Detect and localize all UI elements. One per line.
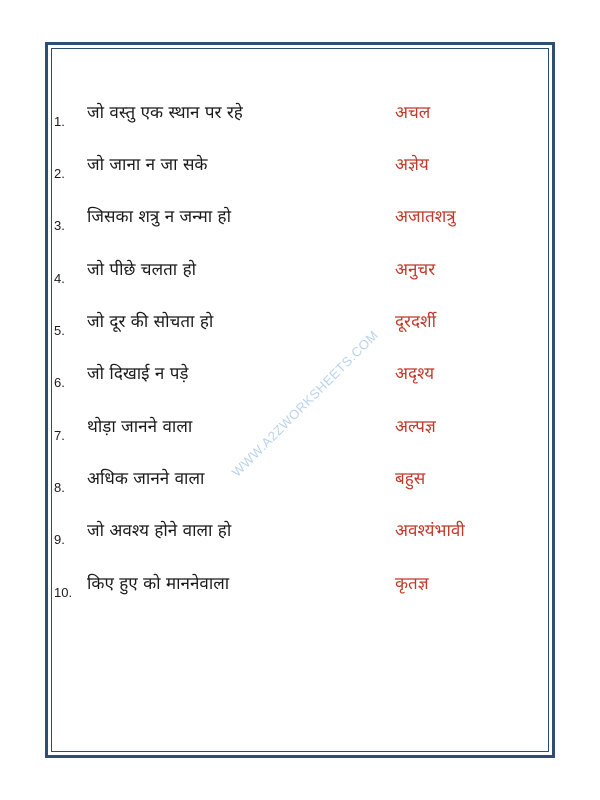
item-phrase: जिसका शत्रु न जन्मा हो bbox=[87, 207, 231, 227]
item-number: 9. bbox=[54, 532, 65, 547]
item-phrase: जो जाना न जा सके bbox=[87, 155, 208, 175]
item-phrase: थोड़ा जानने वाला bbox=[87, 417, 193, 437]
item-answer: कृतज्ञ bbox=[395, 574, 429, 594]
item-phrase: जो दूर की सोचता हो bbox=[87, 312, 214, 332]
list-item bbox=[0, 361, 600, 401]
item-answer: दूरदर्शी bbox=[395, 312, 436, 332]
list-item bbox=[0, 571, 600, 611]
item-phrase: जो अवश्य होने वाला हो bbox=[87, 521, 232, 541]
item-phrase: अधिक जानने वाला bbox=[87, 469, 205, 489]
item-answer: बहुस bbox=[395, 469, 426, 489]
item-phrase: जो दिखाई न पड़े bbox=[87, 364, 189, 384]
item-phrase: जो पीछे चलता हो bbox=[87, 260, 197, 280]
item-number: 2. bbox=[54, 166, 65, 181]
list-item bbox=[0, 466, 600, 506]
item-answer: अल्पज्ञ bbox=[395, 417, 436, 437]
item-answer: अज्ञेय bbox=[395, 155, 429, 175]
item-number: 1. bbox=[54, 114, 65, 129]
list-item bbox=[0, 518, 600, 558]
item-answer: अवश्यंभावी bbox=[395, 521, 465, 541]
list-item bbox=[0, 152, 600, 192]
item-answer: अनुचर bbox=[395, 260, 436, 280]
list-item bbox=[0, 100, 600, 140]
item-number: 6. bbox=[54, 375, 65, 390]
item-number: 7. bbox=[54, 428, 65, 443]
item-number: 3. bbox=[54, 218, 65, 233]
item-number: 10. bbox=[54, 585, 73, 600]
list-item bbox=[0, 414, 600, 454]
item-answer: अदृश्य bbox=[395, 364, 435, 384]
item-number: 4. bbox=[54, 271, 65, 286]
item-phrase: जो वस्तु एक स्थान पर रहे bbox=[87, 103, 243, 123]
item-answer: अचल bbox=[395, 103, 431, 123]
list-item bbox=[0, 257, 600, 297]
list-item bbox=[0, 204, 600, 244]
item-number: 8. bbox=[54, 480, 65, 495]
list-item bbox=[0, 309, 600, 349]
item-answer: अजातशत्रु bbox=[395, 207, 456, 227]
item-phrase: किए हुए को माननेवाला bbox=[87, 574, 230, 594]
item-number: 5. bbox=[54, 323, 65, 338]
watermark: WWW.A2ZWORKSHEETS.COM bbox=[228, 327, 382, 480]
